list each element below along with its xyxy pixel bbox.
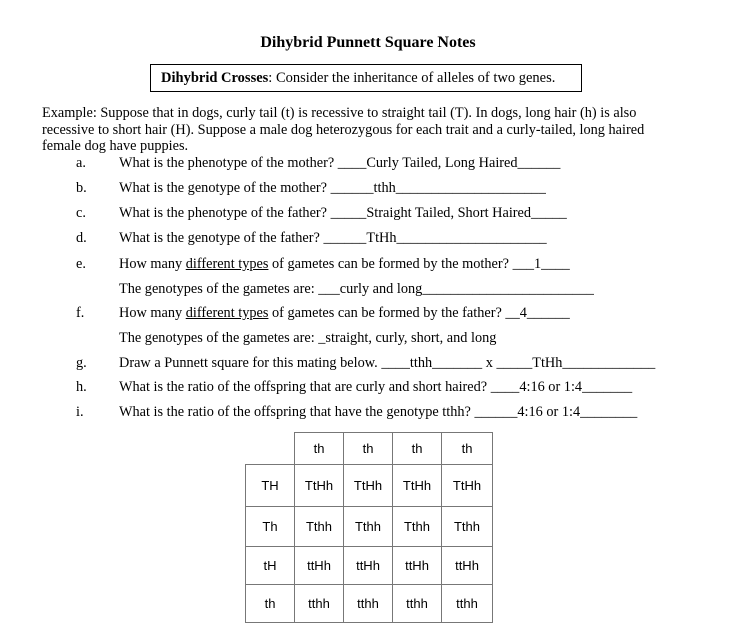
punnett-side-allele: tH bbox=[245, 546, 295, 585]
punnett-cell: tthh bbox=[343, 584, 393, 623]
punnett-cell: tthh bbox=[294, 584, 344, 623]
punnett-side-allele: TH bbox=[245, 464, 295, 507]
page-title: Dihybrid Punnett Square Notes bbox=[260, 34, 476, 51]
question-text: How many different types of gametes can be formed by the father? __4______ bbox=[119, 305, 570, 321]
punnett-side-allele: th bbox=[245, 584, 295, 623]
question-text: What is the ratio of the offspring that are curly and short haired? ____4:16 or 1:4_______ bbox=[119, 379, 633, 395]
question-text: The genotypes of the gametes are: _straight, curly, short, and long bbox=[119, 330, 497, 346]
question-letter: g. bbox=[76, 355, 87, 371]
punnett-top-allele: th bbox=[441, 432, 493, 465]
punnett-cell: ttHh bbox=[392, 546, 442, 585]
question-letter: c. bbox=[76, 205, 86, 221]
question-text: Draw a Punnett square for this mating below. ____tthh_______ x _____TtHh_____________ bbox=[119, 355, 656, 371]
punnett-cell: Tthh bbox=[343, 506, 393, 547]
question-text: The genotypes of the gametes are: ___curly and long________________________ bbox=[119, 281, 594, 297]
punnett-cell: ttHh bbox=[294, 546, 344, 585]
dihybrid-crosses-box bbox=[150, 64, 582, 92]
question-text: What is the genotype of the father? ______TtHh_____________________ bbox=[119, 230, 547, 246]
question-letter: a. bbox=[76, 155, 86, 171]
question-text: How many different types of gametes can be formed by the mother? ___1____ bbox=[119, 256, 570, 272]
punnett-corner bbox=[245, 432, 295, 465]
punnett-top-allele: th bbox=[343, 432, 393, 465]
punnett-cell: Tthh bbox=[441, 506, 493, 547]
punnett-cell: tthh bbox=[441, 584, 493, 623]
box-text: : Consider the inheritance of alleles of two genes. bbox=[268, 70, 556, 86]
question-text: What is the phenotype of the father? _____Straight Tailed, Short Haired_____ bbox=[119, 205, 567, 221]
punnett-cell: ttHh bbox=[441, 546, 493, 585]
underlined-phrase: different types bbox=[185, 305, 269, 321]
question-text: What is the ratio of the offspring that have the genotype tthh? ______4:16 or 1:4________ bbox=[119, 404, 638, 420]
question-letter: d. bbox=[76, 230, 87, 246]
punnett-cell: TtHh bbox=[392, 464, 442, 507]
question-text: What is the genotype of the mother? ______tthh_____________________ bbox=[119, 180, 546, 196]
punnett-cell: TtHh bbox=[294, 464, 344, 507]
question-text: What is the phenotype of the mother? ____Curly Tailed, Long Haired______ bbox=[119, 155, 561, 171]
punnett-cell: TtHh bbox=[441, 464, 493, 507]
punnett-cell: Tthh bbox=[392, 506, 442, 547]
punnett-top-allele: th bbox=[392, 432, 442, 465]
example-paragraph: Example: Suppose that in dogs, curly tail (t) is recessive to straight tail (T). In dogs, long hair (h) is also recessive to short hair (H). Suppose a male dog heterozygous for each trait and a curly-tailed, long haired female dog have puppies. bbox=[42, 105, 645, 154]
question-letter: i. bbox=[76, 404, 84, 420]
punnett-side-allele: Th bbox=[245, 506, 295, 547]
punnett-cell: TtHh bbox=[343, 464, 393, 507]
question-letter: e. bbox=[76, 256, 86, 272]
punnett-top-allele: th bbox=[294, 432, 344, 465]
punnett-cell: Tthh bbox=[294, 506, 344, 547]
question-letter: f. bbox=[76, 305, 85, 321]
question-letter: h. bbox=[76, 379, 87, 395]
question-letter: b. bbox=[76, 180, 87, 196]
punnett-cell: ttHh bbox=[343, 546, 393, 585]
underlined-phrase: different types bbox=[185, 256, 269, 272]
punnett-cell: tthh bbox=[392, 584, 442, 623]
box-heading: Dihybrid Crosses bbox=[161, 70, 269, 86]
punnett-square bbox=[245, 432, 492, 622]
